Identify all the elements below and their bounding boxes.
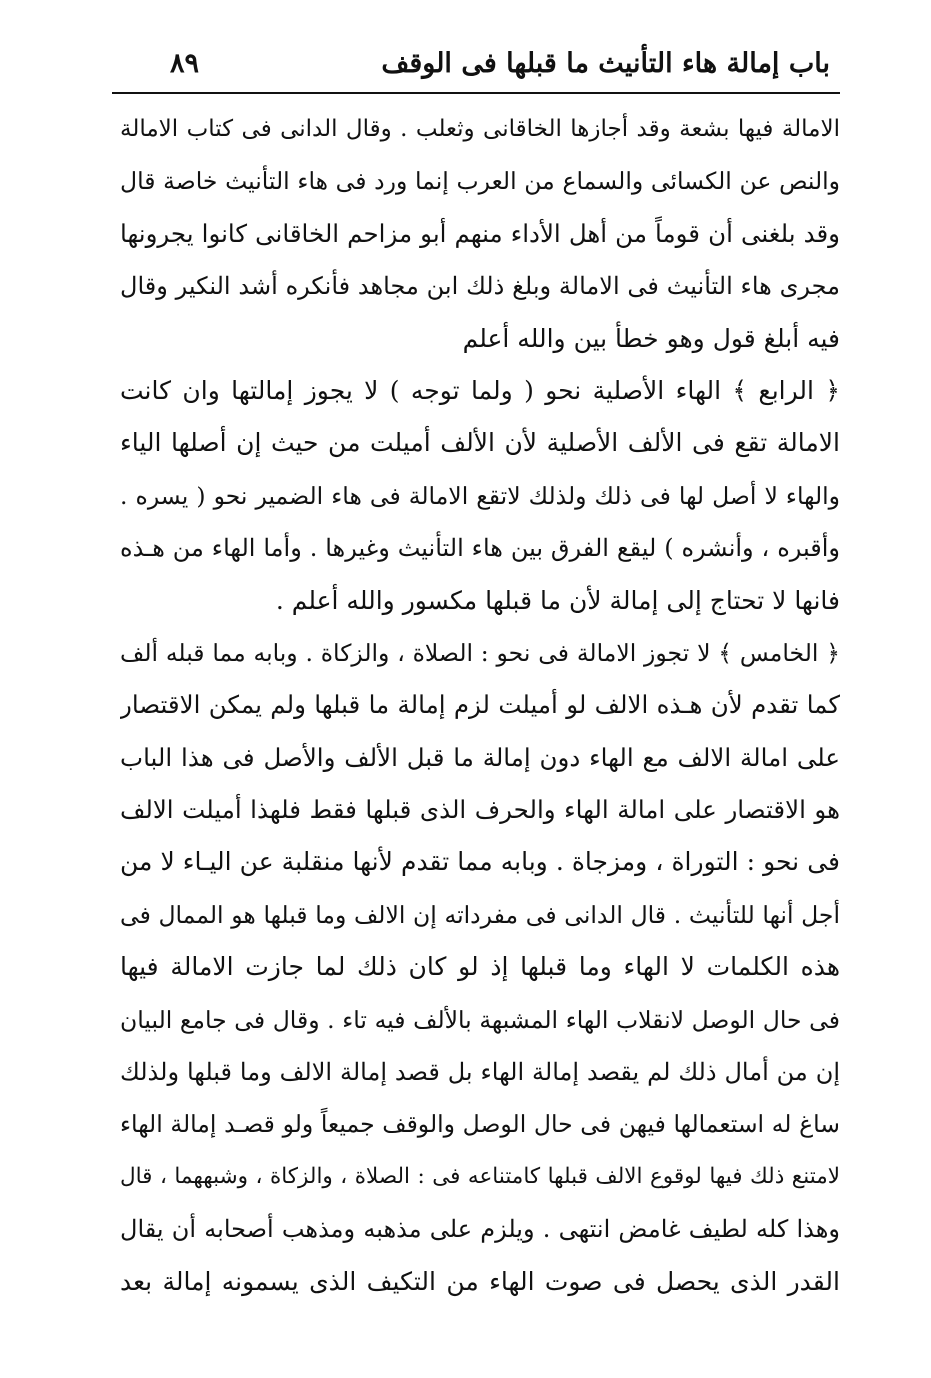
text-line: أجل أنها للتأنيث . قال الدانى فى مفرداته إن الالف وما قبلها هو الممال فى — [120, 900, 840, 929]
page-number: ٨٩ — [170, 48, 200, 79]
text-line: هو الاقتصار على امالة الهاء والحرف الذى قبلها فقط فلهذا أميلت الالف — [120, 795, 840, 825]
text-line: ساغ له استعمالها فيهن فى حال الوصل والوقف جميعاً ولو قصـد إمالة الهاء — [120, 1110, 840, 1139]
text-line: وقد بلغنى أن قوماً من أهل الأداء منهم أبو مزاحم الخاقانى كانوا يجرونها — [120, 218, 840, 248]
text-line: كما تقدم لأن هـذه الالف لو أميلت لزم إمالة ما قبلها ولم يمكن الاقتصار — [120, 690, 840, 720]
text-line: وهذا كله لطيف غامض انتهى . ويلزم على مذهبه ومذهب أصحابه أن يقال — [120, 1215, 840, 1244]
text-line: على امالة الالف مع الهاء دون إمالة ما قبل الألف والأصل فى هذا الباب — [120, 742, 840, 772]
text-line: فانها لا تحتاج إلى إمالة لأن ما قبلها مكسور والله أعلم . — [275, 585, 840, 615]
text-line: القدر الذى يحصل فى صوت الهاء من التكيف الذى يسمونه إمالة بعد — [120, 1266, 840, 1296]
text-line: ﴿ الرابع ﴾ الهاء الأصلية نحو ( ولما توجه ) لا يجوز إمالتها وان كانت — [120, 375, 840, 405]
text-line: والهاء لا أصل لها فى ذلك ولذلك لاتقع الامالة فى هاء الضمير نحو ( يسره . — [120, 481, 840, 510]
text-line: هذه الكلمات لا الهاء وما قبلها إذ لو كان ذلك لما جازت الامالة فيها — [120, 952, 840, 982]
text-line: مجرى هاء التأنيث فى الامالة وبلغ ذلك ابن مجاهد فأنكره أشد النكير وقال — [120, 272, 840, 301]
text-line: فى حال الوصل لانقلاب الهاء المشبهة بالألف فيه تاء . وقال فى جامع البيان — [120, 1005, 840, 1034]
body-text — [120, 103, 840, 1308]
running-header — [110, 42, 840, 94]
text-line: الامالة تقع فى الألف الأصلية لأن الألف أميلت من حيث إن أصلها الياء — [120, 428, 840, 458]
header-rule — [112, 92, 840, 94]
text-line: ﴿ الخامس ﴾ لا تجوز الامالة فى نحو : الصلاة ، والزكاة . وبابه مما قبله ألف — [120, 638, 840, 667]
text-line: والنص عن الكسائى والسماع من العرب إنما ورد فى هاء التأنيث خاصة قال — [120, 167, 840, 196]
text-line: فى نحو : التوراة ، ومزجاة . وبابه مما تقدم لأنها منقلبة عن اليـاء لا من — [120, 847, 840, 877]
text-line: إن من أمال ذلك لم يقصد إمالة الهاء بل قصد إمالة الالف وما قبلها ولذلك — [120, 1058, 840, 1087]
text-line: الامالة فيها بشعة وقد أجازها الخاقانى وثعلب . وقال الدانى فى كتاب الامالة — [120, 116, 840, 142]
text-line: لامتنع ذلك فيها لوقوع الالف قبلها كامتناعه فى : الصلاة ، والزكاة ، وشبههما ، قال — [120, 1163, 840, 1189]
text-line: فيه أبلغ قول وهو خطأ بين والله أعلم — [462, 323, 840, 353]
text-line: وأقبره ، وأنشره ) ليقع الفرق بين هاء التأنيث وغيرها . وأما الهاء من هـذه — [120, 534, 840, 563]
chapter-title: باب إمالة هاء التأنيث ما قبلها فى الوقف — [381, 48, 830, 79]
